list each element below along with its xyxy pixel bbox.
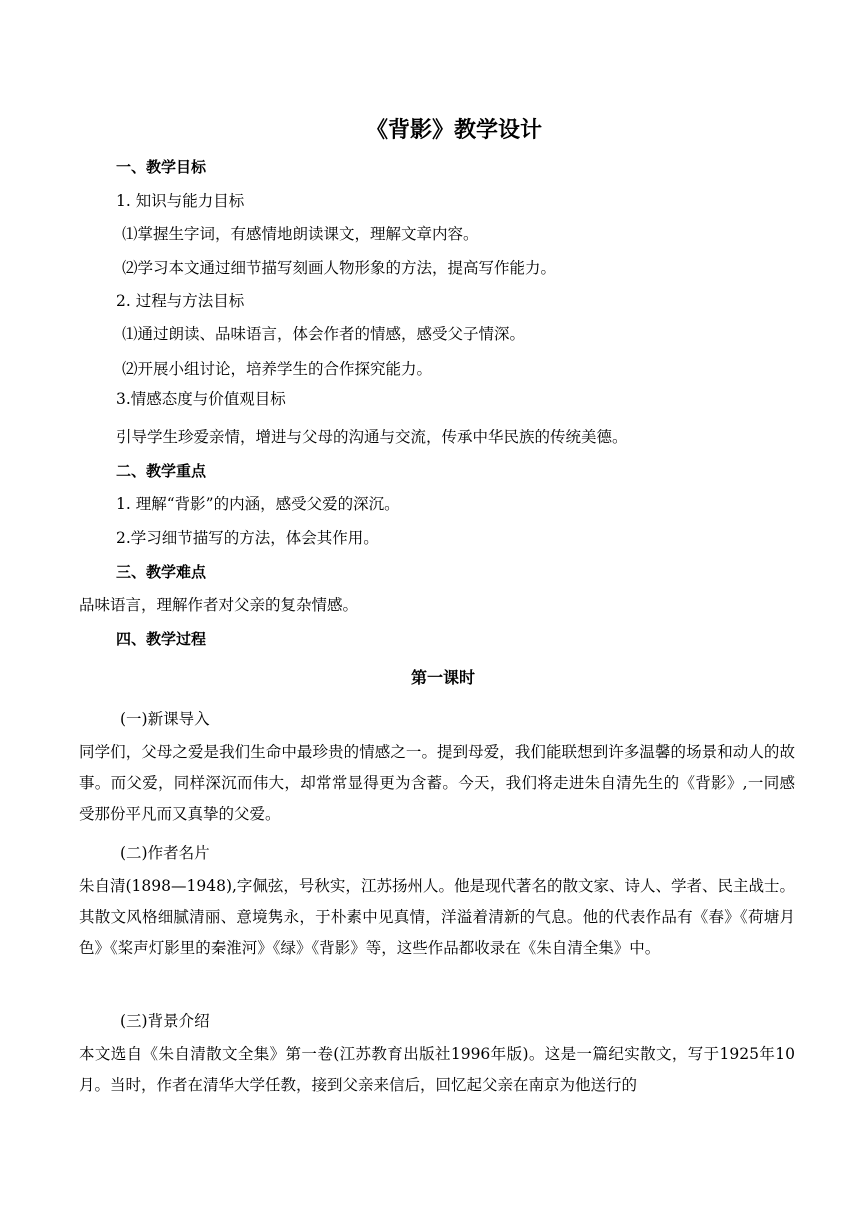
- paragraph-intro: 同学们，父母之爱是我们生命中最珍贵的情感之一。提到母爱，我们能联想到许多温馨的场景和动人的故事。而父爱，同样深沉而伟大，却常常显得更为含蓄。今天，我们将走进朱自清先生的《背影》,一同感受那份平凡而又真挚的父爱。: [79, 743, 795, 823]
- objective-item: 引导学生珍爱亲情，增进与父母的沟通与交流，传承中华民族的传统美德。: [116, 428, 628, 446]
- lesson-title: 第一课时: [410, 668, 475, 687]
- subsection-heading-intro: (一)新课导入: [120, 710, 210, 728]
- subsection-heading-background: (三)背景介绍: [120, 1012, 210, 1030]
- objective-heading-knowledge: 1. 知识与能力目标: [116, 192, 245, 210]
- key-point-item: 2.学习细节描写的方法，体会其作用。: [116, 529, 379, 547]
- section-heading-process: 四、教学过程: [116, 630, 207, 648]
- objective-heading-values: 3.情感态度与价值观目标: [116, 390, 286, 408]
- objective-item: ⑵开展小组讨论，培养学生的合作探究能力。: [122, 360, 433, 378]
- objective-item: ⑵学习本文通过细节描写刻画人物形象的方法，提高写作能力。: [122, 259, 557, 277]
- objective-item: ⑴通过朗读、品味语言，体会作者的情感，感受父子情深。: [122, 325, 526, 343]
- objective-item: ⑴掌握生字词，有感情地朗读课文，理解文章内容。: [122, 225, 479, 243]
- objective-heading-process: 2. 过程与方法目标: [116, 292, 245, 310]
- document-title: 《背影》教学设计: [365, 117, 542, 143]
- paragraph-author: 朱自清(1898—1948),字佩弦，号秋实，江苏扬州人。他是现代著名的散文家、诗人、学者、民主战士。其散文风格细腻清丽、意境隽永，于朴素中见真情，洋溢着清新的气息。他的代表作品有《春》《荷塘月色》《桨声灯影里的秦淮河》《绿》《背影》等，这些作品都收录在《朱自清全集》中。: [79, 877, 795, 957]
- difficulty-item: 品味语言，理解作者对父亲的复杂情感。: [79, 596, 359, 614]
- section-heading-difficulties: 三、教学难点: [116, 563, 207, 581]
- section-heading-objectives: 一、教学目标: [116, 158, 207, 176]
- key-point-item: 1. 理解“背影”的内涵，感受父爱的深沉。: [116, 495, 400, 513]
- section-heading-key-points: 二、教学重点: [116, 462, 207, 480]
- paragraph-background: 本文选自《朱自清散文全集》第一卷(江苏教育出版社1996年版)。这是一篇纪实散文，写于1925年10月。当时，作者在清华大学任教，接到父亲来信后，回忆起父亲在南京为他送行的: [79, 1045, 795, 1094]
- subsection-heading-author: (二)作者名片: [120, 844, 210, 862]
